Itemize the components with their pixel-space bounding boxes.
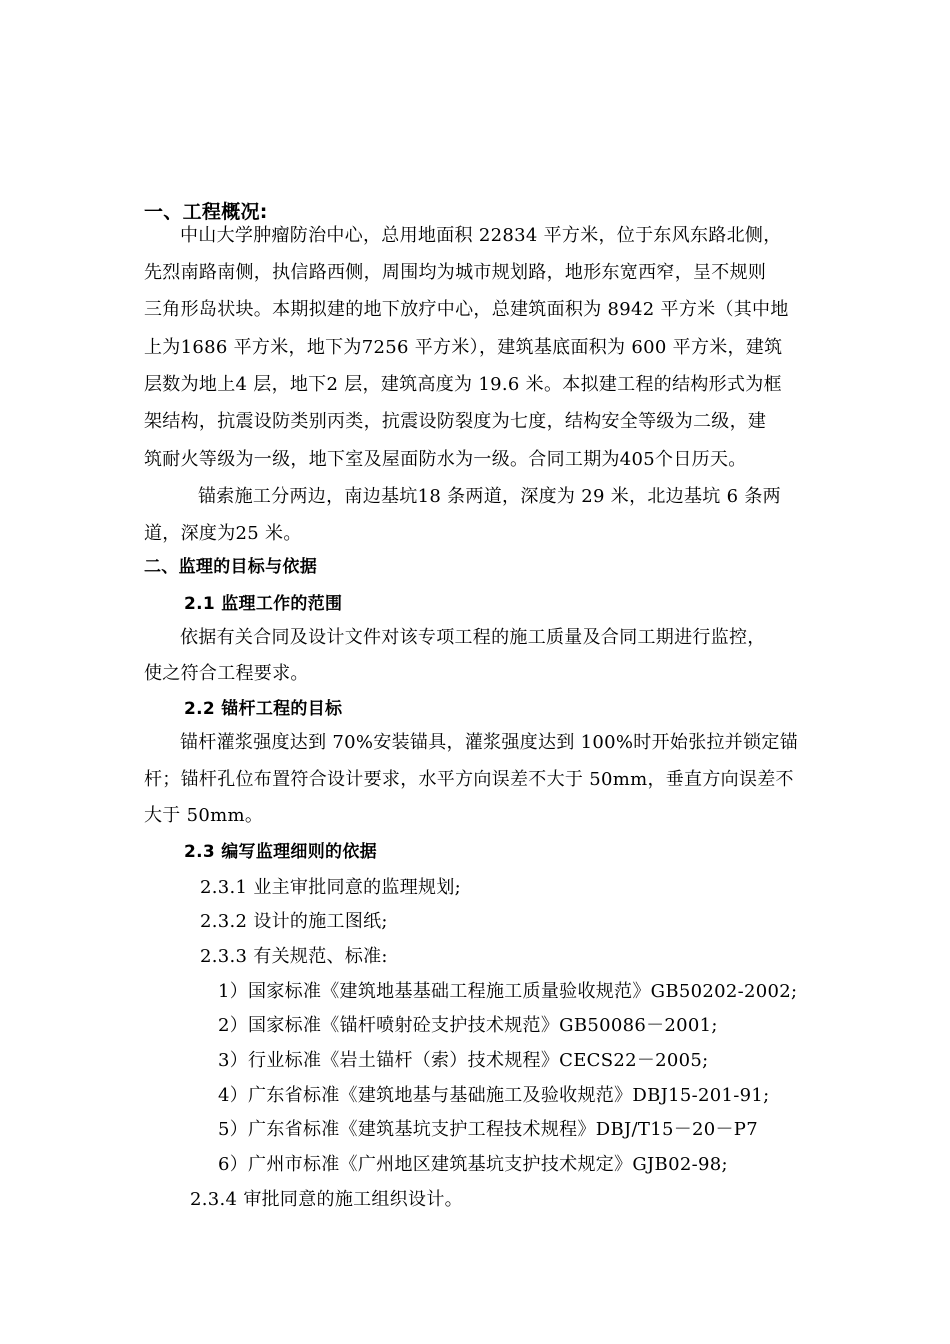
section-1-para-1-line-2: 先烈南路南侧，执信路西侧，周围均为城市规划路，地形东宽西窄，呈不规则 bbox=[144, 262, 767, 283]
section-1-para-2-line-1: 锚索施工分两边，南边基坑18 条两道，深度为 29 米，北边基坑 6 条两 bbox=[198, 486, 781, 507]
section-1-para-1-line-4: 上为1686 平方米，地下为7256 平方米），建筑基底面积为 600 平方米，建筑 bbox=[144, 337, 783, 358]
subsection-2-2-line-3: 大于 50mm。 bbox=[144, 805, 264, 826]
section-1-para-1-line-6: 架结构，抗震设防类别丙类，抗震设防裂度为七度，结构安全等级为二级，建 bbox=[144, 411, 767, 432]
subsection-2-1-heading: 2.1 监理工作的范围 bbox=[184, 594, 343, 614]
section-2-heading: 二、监理的目标与依据 bbox=[144, 557, 317, 577]
subsection-2-3-item-2: 2.3.2 设计的施工图纸; bbox=[200, 911, 388, 932]
section-1-heading: 一、工程概况: bbox=[144, 201, 268, 223]
section-1-para-1-line-3: 三角形岛状块。本期拟建的地下放疗中心，总建筑面积为 8942 平方米（其中地 bbox=[144, 299, 789, 320]
section-1-para-1-line-5: 层数为地上4 层，地下2 层，建筑高度为 19.6 米。本拟建工程的结构形式为框 bbox=[144, 374, 782, 395]
standard-item-6: 6）广州市标准《广州地区建筑基坑支护技术规定》GJB02-98; bbox=[218, 1154, 728, 1175]
standard-item-1: 1）国家标准《建筑地基基础工程施工质量验收规范》GB50202-2002; bbox=[218, 981, 798, 1002]
standard-item-5: 5）广东省标准《建筑基坑支护工程技术规程》DBJ/T15－20－P7 bbox=[218, 1119, 758, 1140]
subsection-2-3-item-4: 2.3.4 审批同意的施工组织设计。 bbox=[190, 1189, 463, 1210]
subsection-2-3-item-1: 2.3.1 业主审批同意的监理规划; bbox=[200, 877, 461, 898]
section-1-para-1-line-7: 筑耐火等级为一级，地下室及屋面防水为一级。合同工期为405个日历天。 bbox=[144, 449, 747, 470]
standard-item-2: 2）国家标准《锚杆喷射砼支护技术规范》GB50086－2001; bbox=[218, 1015, 718, 1036]
standard-item-4: 4）广东省标准《建筑地基与基础施工及验收规范》DBJ15-201-91; bbox=[218, 1085, 770, 1106]
standard-item-3: 3）行业标准《岩土锚杆（索）技术规程》CECS22－2005; bbox=[218, 1050, 709, 1071]
subsection-2-1-line-1: 依据有关合同及设计文件对该专项工程的施工质量及合同工期进行监控， bbox=[180, 627, 766, 648]
subsection-2-3-item-3: 2.3.3 有关规范、标准: bbox=[200, 946, 388, 967]
subsection-2-2-heading: 2.2 锚杆工程的目标 bbox=[184, 699, 343, 719]
subsection-2-1-line-2: 使之符合工程要求。 bbox=[144, 663, 309, 684]
section-1-para-2-line-2: 道，深度为25 米。 bbox=[144, 523, 302, 544]
subsection-2-2-line-2: 杆；锚杆孔位布置符合设计要求，水平方向误差不大于 50mm，垂直方向误差不 bbox=[144, 769, 794, 790]
subsection-2-2-line-1: 锚杆灌浆强度达到 70%安装锚具，灌浆强度达到 100%时开始张拉并锁定锚 bbox=[180, 732, 799, 753]
section-1-para-1-line-1: 中山大学肿瘤防治中心，总用地面积 22834 平方米，位于东风东路北侧， bbox=[180, 225, 782, 246]
subsection-2-3-heading: 2.3 编写监理细则的依据 bbox=[184, 842, 377, 862]
